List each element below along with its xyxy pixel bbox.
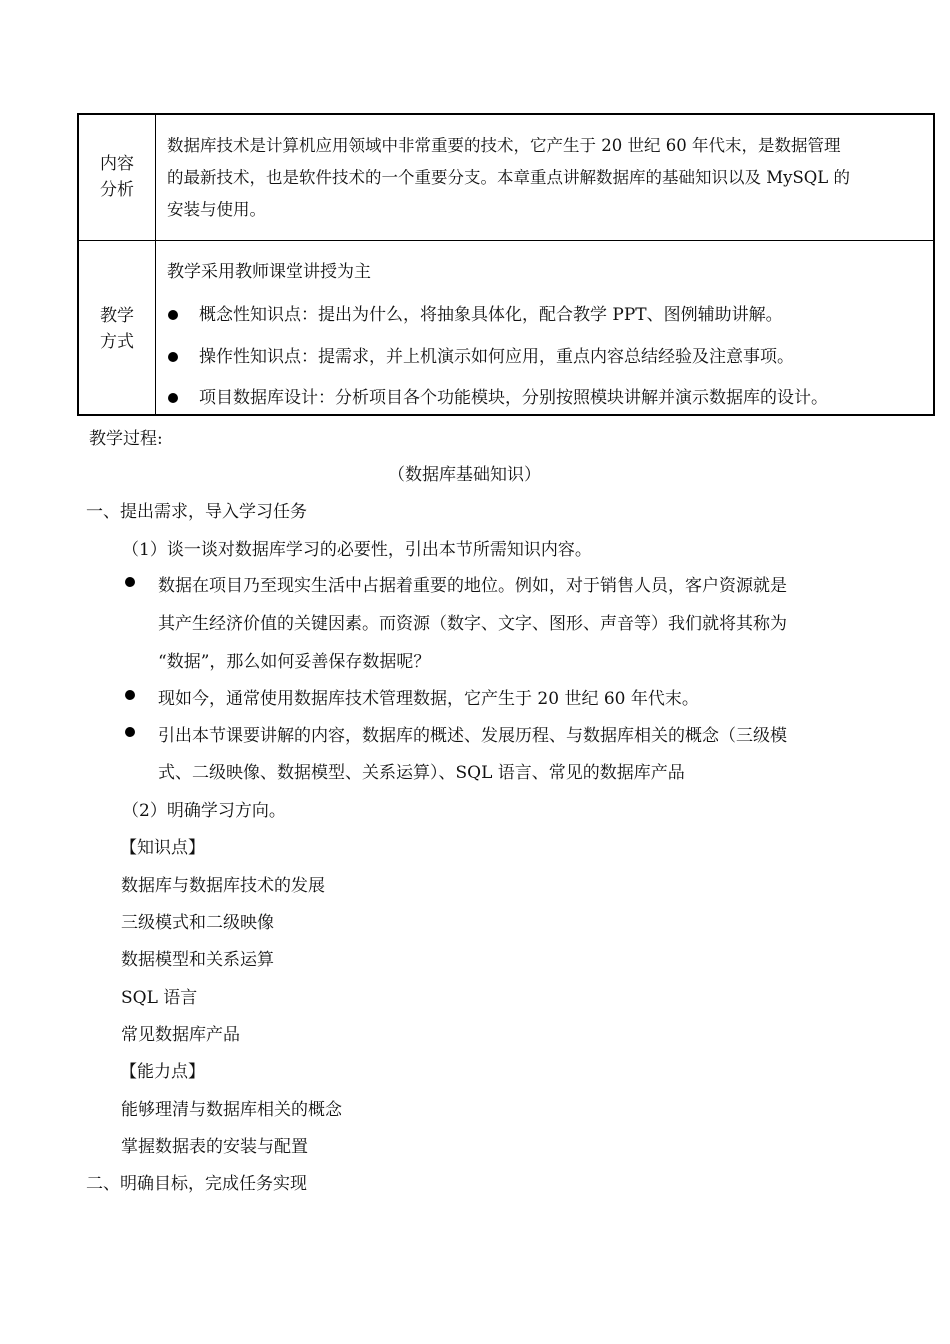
label-line: 教学 xyxy=(100,306,134,326)
part2-heading: 二、明确目标，完成任务实现 xyxy=(86,1174,307,1194)
knowledge-item: 三级模式和二级映像 xyxy=(121,913,274,933)
knowledge-item: 数据库与数据库技术的发展 xyxy=(121,876,325,896)
text-line: 的最新技术，也是软件技术的一个重要分支。本章重点讲解数据库的基础知识以及 MySQL 的 xyxy=(167,168,850,187)
table-border-middle xyxy=(77,240,935,241)
process-heading: 教学过程: xyxy=(89,429,163,449)
label-line: 分析 xyxy=(100,180,134,200)
bullet2: 现如今，通常使用数据库技术管理数据，它产生于 20 世纪 60 年代末。 xyxy=(158,689,699,709)
ability-item: 掌握数据表的安装与配置 xyxy=(121,1137,308,1157)
teaching-intro: 教学采用教师课堂讲授为主 xyxy=(167,262,371,282)
knowledge-item: 数据模型和关系运算 xyxy=(121,950,274,970)
bullet-icon xyxy=(168,310,178,320)
bullet-icon xyxy=(125,690,135,700)
ability-item: 能够理清与数据库相关的概念 xyxy=(121,1100,342,1120)
bullet3-line1: 引出本节课要讲解的内容，数据库的概述、发展历程、与数据库相关的概念（三级模 xyxy=(158,726,787,746)
label-line: 内容 xyxy=(100,154,134,174)
row-label-teaching-method xyxy=(79,303,155,355)
bullet1-line1: 数据在项目乃至现实生活中占据着重要的地位。例如，对于销售人员，客户资源就是 xyxy=(158,576,787,596)
step1: （1）谈一谈对数据库学习的必要性，引出本节所需知识内容。 xyxy=(122,540,592,560)
teaching-bullet-2: 操作性知识点：提需求，并上机演示如何应用，重点内容总结经验及注意事项。 xyxy=(199,347,794,367)
text-line: 数据库技术是计算机应用领域中非常重要的技术，它产生于 20 世纪 60 年代末，是数据管理 xyxy=(167,136,841,155)
bullet-icon xyxy=(125,727,135,737)
table-border-bottom xyxy=(77,414,935,416)
teaching-bullet-1: 概念性知识点：提出为什么，将抽象具体化，配合教学 PPT、图例辅助讲解。 xyxy=(199,305,783,325)
text-line: 安装与使用。 xyxy=(167,200,266,219)
part1-heading: 一、提出需求，导入学习任务 xyxy=(86,502,307,522)
teaching-bullet-3: 项目数据库设计：分析项目各个功能模块，分别按照模块讲解并演示数据库的设计。 xyxy=(199,388,828,408)
knowledge-item: 常见数据库产品 xyxy=(121,1025,240,1045)
info-table xyxy=(77,113,935,416)
bullet-icon xyxy=(168,393,178,403)
table-border-top xyxy=(77,113,935,115)
bullet-icon xyxy=(168,352,178,362)
section-title: （数据库基础知识） xyxy=(388,465,541,485)
table-border-right xyxy=(933,113,935,416)
label-line: 方式 xyxy=(100,332,134,352)
bullet1-line3: “数据”，那么如何妥善保存数据呢？ xyxy=(158,652,431,672)
bullet1-line2: 其产生经济价值的关键因素。而资源（数字、文字、图形、声音等）我们就将其称为 xyxy=(158,614,787,634)
bullet-icon xyxy=(125,577,135,587)
ability-heading: 【能力点】 xyxy=(120,1062,205,1082)
bullet3-line2: 式、二级映像、数据模型、关系运算）、SQL 语言、常见的数据库产品 xyxy=(158,763,685,783)
table-border-divider xyxy=(155,113,156,416)
row-content-analysis-text xyxy=(167,130,850,226)
knowledge-heading: 【知识点】 xyxy=(120,838,205,858)
row-label-content-analysis xyxy=(79,151,155,203)
knowledge-item: SQL 语言 xyxy=(121,988,198,1008)
step2: （2）明确学习方向。 xyxy=(122,801,286,821)
